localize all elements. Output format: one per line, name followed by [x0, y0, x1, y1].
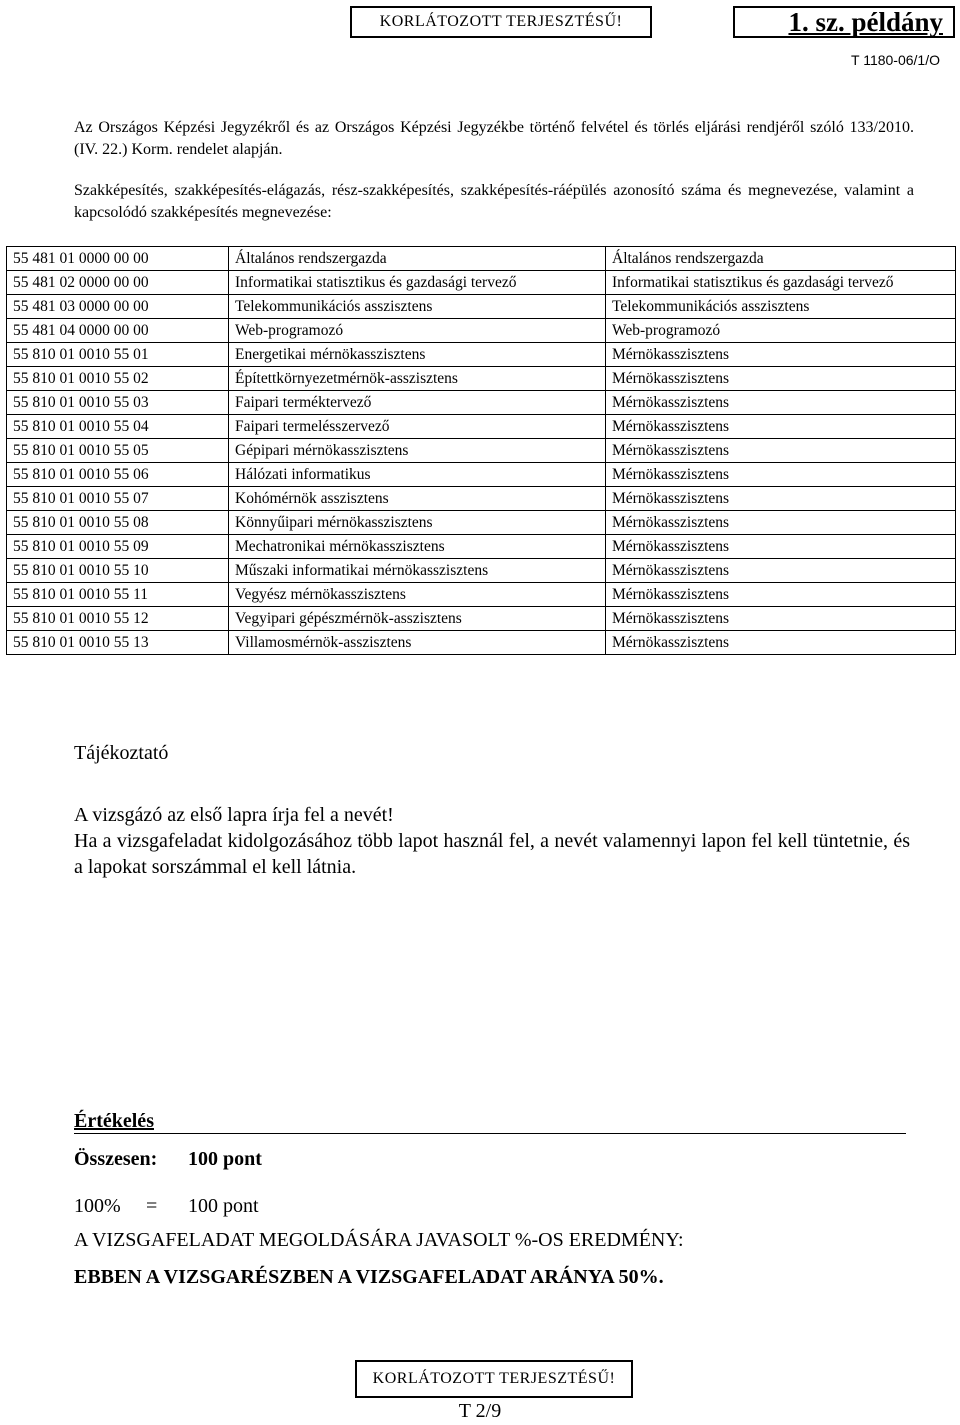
qualification-name-cell: Hálózati informatikus	[229, 463, 606, 487]
qualification-table-body	[7, 247, 956, 655]
related-qualification-cell: Mérnökasszisztens	[606, 439, 956, 463]
equals-sign: =	[146, 1195, 158, 1217]
qualification-code-cell: 55 810 01 0010 55 13	[7, 631, 229, 655]
restricted-notice-text: KORLÁTOZOTT TERJESZTÉSŰ!	[379, 13, 623, 30]
table-row	[7, 343, 956, 367]
qualification-name-cell: Műszaki informatikai mérnökasszisztens	[229, 559, 606, 583]
qualification-name-cell: Gépipari mérnökasszisztens	[229, 439, 606, 463]
page-number: T 2/9	[458, 1400, 502, 1422]
qualification-table	[6, 246, 956, 655]
related-qualification-cell: Mérnökasszisztens	[606, 367, 956, 391]
document-code: T 1180-06/1/O	[851, 52, 940, 68]
evaluation-divider	[74, 1133, 906, 1134]
legal-basis-text: Az Országos Képzési Jegyzékről és az Országos Képzési Jegyzékbe történő felvétel és törlés eljárási rendjéről szóló 133/2010. (IV. 22.) Korm. rendelet alapján.	[74, 119, 914, 158]
qualification-code-cell: 55 481 02 0000 00 00	[7, 271, 229, 295]
info-line-name: A vizsgázó az első lapra írja fel a nevét!	[74, 804, 394, 826]
related-qualification-cell: Mérnökasszisztens	[606, 583, 956, 607]
table-row	[7, 271, 956, 295]
qualification-name-cell: Mechatronikai mérnökasszisztens	[229, 535, 606, 559]
related-qualification-cell: Mérnökasszisztens	[606, 343, 956, 367]
table-row	[7, 247, 956, 271]
table-row	[7, 487, 956, 511]
related-qualification-cell: Mérnökasszisztens	[606, 391, 956, 415]
total-label: Összesen:	[74, 1148, 158, 1170]
qualification-code-cell: 55 481 01 0000 00 00	[7, 247, 229, 271]
percent-value: 100%	[74, 1195, 121, 1217]
qualification-code-cell: 55 810 01 0010 55 10	[7, 559, 229, 583]
qualification-name-cell: Faipari terméktervező	[229, 391, 606, 415]
table-row	[7, 367, 956, 391]
restricted-footer-text: KORLÁTOZOTT TERJESZTÉSŰ!	[372, 1370, 616, 1387]
related-qualification-cell: Mérnökasszisztens	[606, 607, 956, 631]
table-row	[7, 391, 956, 415]
restricted-distribution-footer	[355, 1360, 633, 1398]
qualification-code-cell: 55 810 01 0010 55 01	[7, 343, 229, 367]
related-qualification-cell: Mérnökasszisztens	[606, 415, 956, 439]
related-qualification-cell: Mérnökasszisztens	[606, 463, 956, 487]
qualification-code-cell: 55 810 01 0010 55 12	[7, 607, 229, 631]
restricted-distribution-notice	[350, 6, 652, 38]
qualification-name-cell: Könnyűipari mérnökasszisztens	[229, 511, 606, 535]
qualification-name-cell: Építettkörnyezetmérnök-asszisztens	[229, 367, 606, 391]
qualification-name-cell: Informatikai statisztikus és gazdasági tervező	[229, 271, 606, 295]
related-qualification-cell: Mérnökasszisztens	[606, 559, 956, 583]
related-qualification-cell: Általános rendszergazda	[606, 247, 956, 271]
qualification-name-cell: Energetikai mérnökasszisztens	[229, 343, 606, 367]
related-qualification-cell: Mérnökasszisztens	[606, 511, 956, 535]
qualification-code-cell: 55 810 01 0010 55 07	[7, 487, 229, 511]
exam-ratio-statement: EBBEN A VIZSGARÉSZBEN A VIZSGAFELADAT ARÁNYA 50%.	[74, 1266, 664, 1288]
table-row	[7, 415, 956, 439]
related-qualification-cell: Mérnökasszisztens	[606, 535, 956, 559]
related-qualification-cell: Web-programozó	[606, 319, 956, 343]
qualification-code-cell: 55 810 01 0010 55 05	[7, 439, 229, 463]
qualification-code-cell: 55 810 01 0010 55 02	[7, 367, 229, 391]
qualification-intro-text: Szakképesítés, szakképesítés-elágazás, rész-szakképesítés, szakképesítés-ráépülés azonosító száma és megnevezése, valamint a kapcsolódó szakképesítés megnevezése:	[74, 182, 914, 221]
qualification-code-cell: 55 810 01 0010 55 11	[7, 583, 229, 607]
table-row	[7, 607, 956, 631]
qualification-name-cell: Faipari termelésszervező	[229, 415, 606, 439]
qualification-name-cell: Villamosmérnök-asszisztens	[229, 631, 606, 655]
qualification-name-cell: Web-programozó	[229, 319, 606, 343]
related-qualification-cell: Telekommunikációs asszisztens	[606, 295, 956, 319]
qualification-code-cell: 55 481 03 0000 00 00	[7, 295, 229, 319]
evaluation-title: Értékelés	[74, 1110, 154, 1132]
qualification-code-cell: 55 810 01 0010 55 03	[7, 391, 229, 415]
qualification-name-cell: Vegyész mérnökasszisztens	[229, 583, 606, 607]
suggested-result-heading: A VIZSGAFELADAT MEGOLDÁSÁRA JAVASOLT %-OS EREDMÉNY:	[74, 1229, 684, 1251]
related-qualification-cell: Mérnökasszisztens	[606, 487, 956, 511]
table-row	[7, 463, 956, 487]
table-row	[7, 631, 956, 655]
total-value: 100 pont	[188, 1148, 262, 1170]
info-title: Tájékoztató	[74, 742, 169, 764]
qualification-code-cell: 55 481 04 0000 00 00	[7, 319, 229, 343]
qualification-code-cell: 55 810 01 0010 55 08	[7, 511, 229, 535]
table-row	[7, 559, 956, 583]
table-row	[7, 319, 956, 343]
table-row	[7, 439, 956, 463]
table-row	[7, 295, 956, 319]
related-qualification-cell: Informatikai statisztikus és gazdasági tervező	[606, 271, 956, 295]
qualification-code-cell: 55 810 01 0010 55 09	[7, 535, 229, 559]
copy-number-label: 1. sz. példány	[788, 6, 943, 37]
qualification-name-cell: Általános rendszergazda	[229, 247, 606, 271]
table-row	[7, 511, 956, 535]
table-row	[7, 535, 956, 559]
table-row	[7, 583, 956, 607]
points-value: 100 pont	[188, 1195, 259, 1217]
qualification-code-cell: 55 810 01 0010 55 06	[7, 463, 229, 487]
related-qualification-cell: Mérnökasszisztens	[606, 631, 956, 655]
qualification-name-cell: Vegyipari gépészmérnök-asszisztens	[229, 607, 606, 631]
qualification-name-cell: Telekommunikációs asszisztens	[229, 295, 606, 319]
qualification-name-cell: Kohómérnök asszisztens	[229, 487, 606, 511]
copy-number-box	[733, 6, 955, 38]
qualification-code-cell: 55 810 01 0010 55 04	[7, 415, 229, 439]
info-line-pages: Ha a vizsgafeladat kidolgozásához több lapot használ fel, a nevét valamennyi lapon fel kell tüntetnie, és a lapokat sorszámmal el kell látnia.	[74, 830, 910, 878]
